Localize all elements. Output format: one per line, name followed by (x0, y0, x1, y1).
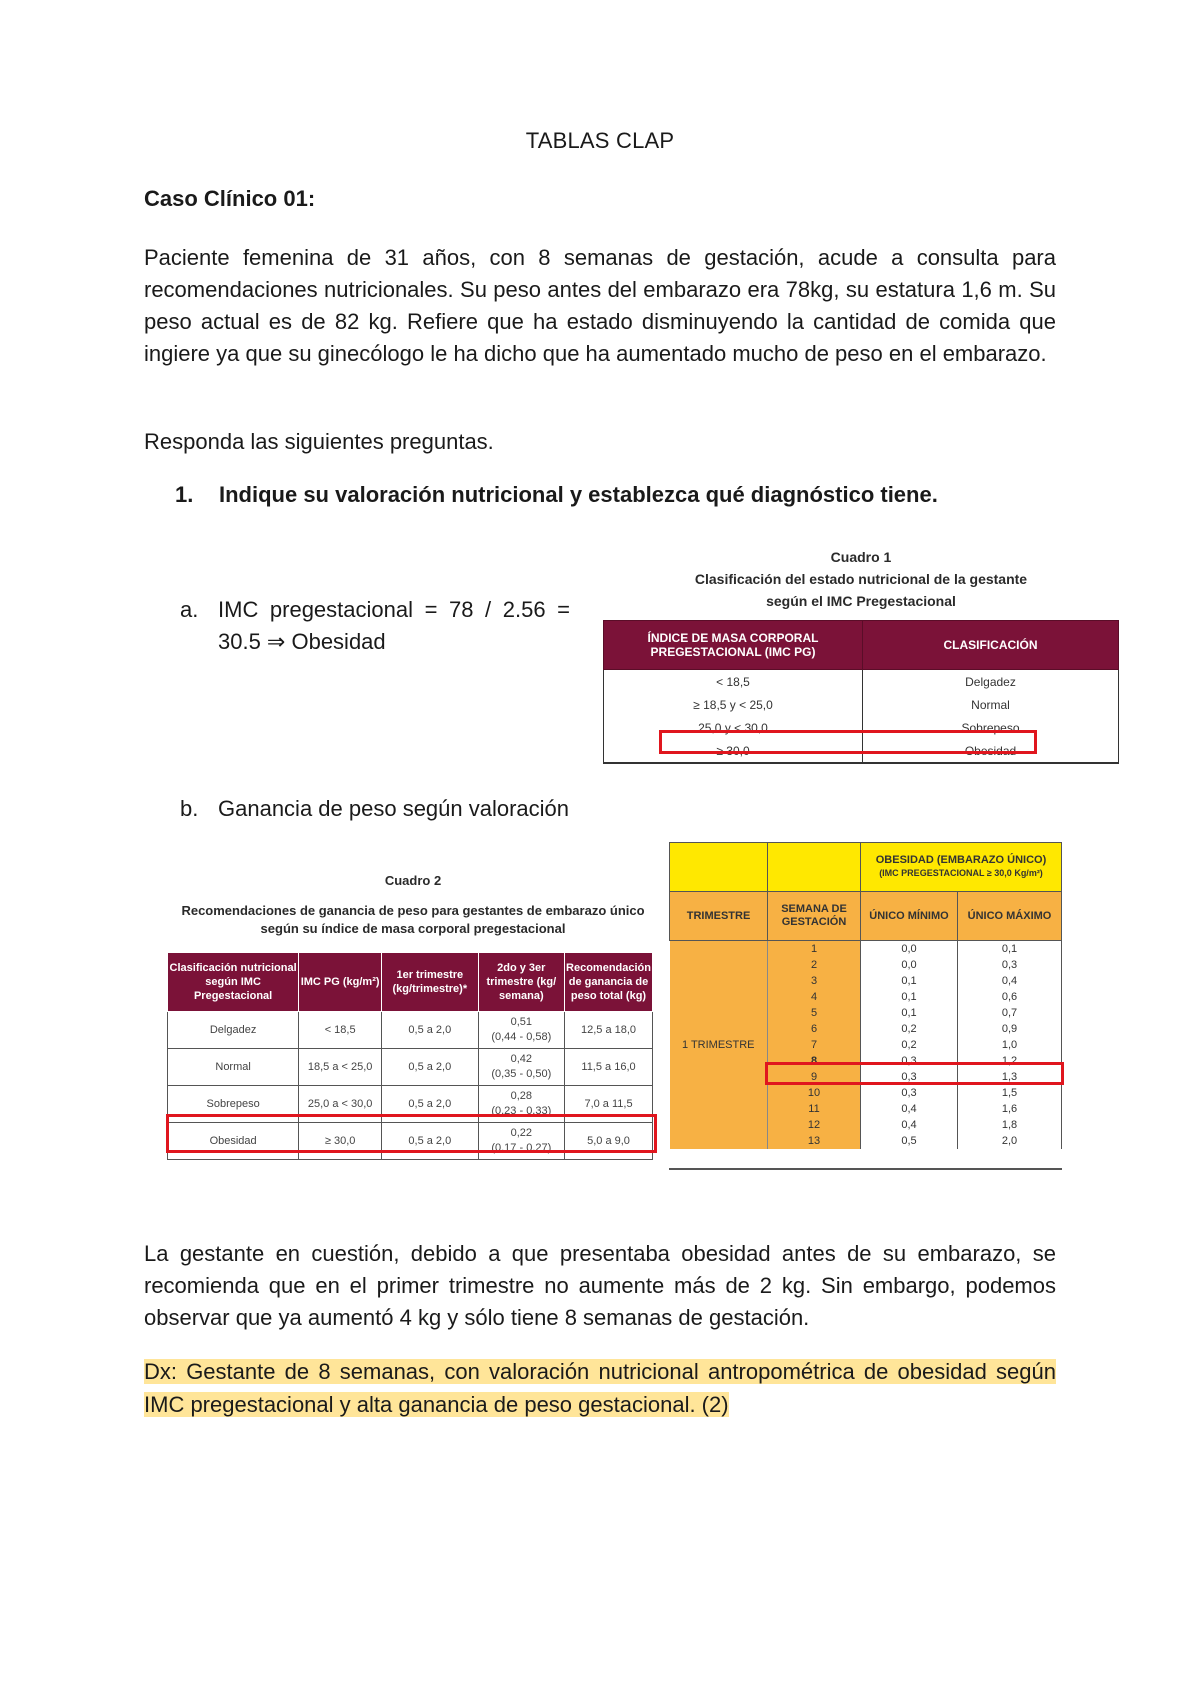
diagnosis (144, 1355, 1056, 1421)
obesidad-group-subtitle: (IMC PREGESTACIONAL ≥ 30,0 Kg/m²) (879, 868, 1043, 878)
table-cell: Delgadez (168, 1012, 299, 1049)
cuadro-2-header: 2do y 3er trimestre (kg/ semana) (478, 953, 564, 1012)
item-a-text: IMC pregestacional = 78 / 2.56 = 30.5 ⇒ Obesidad (218, 597, 570, 654)
min-cell: 0,3 (861, 1069, 958, 1085)
cell-range: (0,23 - 0,33) (491, 1105, 552, 1117)
table-cell: 7,0 a 11,5 (565, 1086, 653, 1123)
table-cell: ≥ 30,0 (604, 739, 863, 763)
max-cell: 1,2 (958, 1053, 1062, 1069)
item-b (180, 796, 569, 822)
cuadro-2-header: 1er trimestre (kg/trimestre)* (382, 953, 479, 1012)
cuadro-1-caption (603, 546, 1119, 612)
table-row (604, 670, 1119, 694)
max-cell: 1,0 (958, 1037, 1062, 1053)
header-trimestre: TRIMESTRE (670, 892, 768, 941)
table-row (670, 941, 1062, 958)
max-cell: 1,6 (958, 1101, 1062, 1117)
week-cell: 10 (768, 1085, 861, 1101)
header-maximo: ÚNICO MÁXIMO (958, 892, 1062, 941)
max-cell: 0,7 (958, 1005, 1062, 1021)
diagnosis-text: Dx: Gestante de 8 semanas, con valoración nutricional antropométrica de obesidad según IMC pregestacional y alta ganancia de peso gestacional. (2) (144, 1359, 1056, 1417)
item-b-letter: b. (180, 796, 199, 821)
table-cell: Obesidad (168, 1123, 299, 1160)
question-1-number: 1. (175, 482, 194, 507)
header-semana: SEMANA DE GESTACIÓN (768, 892, 861, 941)
cuadro-2-header: Recomendación de ganancia de peso total (kg) (565, 953, 653, 1012)
cuadro-2-header: Clasificación nutricional según IMC Pregestacional (168, 953, 299, 1012)
table-cell: 0,5 a 2,0 (382, 1049, 479, 1086)
empty-header (670, 843, 768, 892)
table-cell: 0,5 a 2,0 (382, 1086, 479, 1123)
max-cell: 1,8 (958, 1117, 1062, 1133)
week-8-highlight-box (765, 1062, 1064, 1085)
cuadro-2-header: IMC PG (kg/m²) (299, 953, 382, 1012)
week-cell: 12 (768, 1117, 861, 1133)
document-title: TABLAS CLAP (525, 128, 675, 153)
max-cell: 0,4 (958, 973, 1062, 989)
cuadro-1 (603, 546, 1119, 758)
week-cell: 4 (768, 989, 861, 1005)
case-description: Paciente femenina de 31 años, con 8 semanas de gestación, acude a consulta para recomendaciones nutricionales. Su peso antes del embarazo era 78kg, su estatura 1,6 m. Su peso actual es de 82 kg. Refiere que ha estado disminuyendo la cantidad de comida que ingiere ya que su ginecólogo le ha dicho que ha aumentado mucho de peso en el embarazo. (144, 245, 1056, 366)
table-cell: ≥ 30,0 (299, 1123, 382, 1160)
cell-range: (0,35 - 0,50) (491, 1068, 552, 1080)
table-cell: < 18,5 (299, 1012, 382, 1049)
max-cell: 2,0 (958, 1133, 1062, 1149)
week-cell: 3 (768, 973, 861, 989)
item-a-letter: a. (180, 597, 199, 622)
obesidad-group-header (861, 843, 1062, 892)
table-cell: 11,5 a 16,0 (565, 1049, 653, 1086)
cuadro-2-title: Recomendaciones de ganancia de peso para gestantes de embarazo único según su índice de masa corporal pregestacional (181, 903, 645, 936)
cuadro-1-header-imc: ÍNDICE DE MASA CORPORAL PREGESTACIONAL (IMC PG) (604, 621, 863, 670)
max-cell: 0,3 (958, 957, 1062, 973)
obesidad-weekly-table (669, 842, 1062, 1149)
trimester-label: 1 TRIMESTRE (670, 941, 768, 1150)
item-b-text: Ganancia de peso según valoración (218, 796, 570, 821)
cuadro-1-header-clasificacion: CLASIFICACIÓN (863, 621, 1119, 670)
week-cell: 1 (768, 941, 861, 958)
cell-value: 0,22 (510, 1127, 533, 1139)
table-cell: Sobrepeso (168, 1086, 299, 1123)
cuadro-1-label: Cuadro 1 (830, 549, 892, 565)
table-cell: < 18,5 (604, 670, 863, 694)
max-cell: 0,6 (958, 989, 1062, 1005)
cell-value: 0,51 (510, 1016, 533, 1028)
table-cell (478, 1049, 564, 1086)
week-cell: 6 (768, 1021, 861, 1037)
table-cell: 12,5 a 18,0 (565, 1012, 653, 1049)
min-cell: 0,0 (861, 941, 958, 958)
min-cell: 0,1 (861, 989, 958, 1005)
table-cell: 0,5 a 2,0 (382, 1012, 479, 1049)
min-cell: 0,1 (861, 1005, 958, 1021)
obesidad-highlight-box (659, 730, 1037, 754)
cell-value: 0,28 (510, 1090, 533, 1102)
max-cell: 1,3 (958, 1069, 1062, 1085)
header-minimo: ÚNICO MÍNIMO (861, 892, 958, 941)
max-cell: 0,9 (958, 1021, 1062, 1037)
table-cell: Normal (168, 1049, 299, 1086)
cell-range: (0,44 - 0,58) (491, 1031, 552, 1043)
obesidad-weekly-table-container (669, 842, 1062, 1149)
min-cell: 0,3 (861, 1085, 958, 1101)
table-bottom-border (669, 1168, 1062, 1170)
min-cell: 0,1 (861, 973, 958, 989)
table-cell: 25,0 y < 30,0 (604, 716, 863, 739)
question-1-text: Indique su valoración nutricional y establezca qué diagnóstico tiene. (219, 482, 938, 507)
cell-value: 0,42 (510, 1053, 533, 1065)
table-cell: 18,5 a < 25,0 (299, 1049, 382, 1086)
min-cell: 0,4 (861, 1117, 958, 1133)
cell-range: (0,17 - 0,27) (491, 1142, 552, 1154)
week-cell: 13 (768, 1133, 861, 1149)
table-cell: 0,5 a 2,0 (382, 1123, 479, 1160)
table-cell: Normal (863, 693, 1119, 716)
max-cell: 1,5 (958, 1085, 1062, 1101)
table-row (168, 1049, 653, 1086)
cuadro-1-title-line1: Clasificación del estado nutricional de la gestante (694, 571, 1028, 587)
min-cell: 0,4 (861, 1101, 958, 1117)
min-cell: 0,2 (861, 1021, 958, 1037)
min-cell: 0,3 (861, 1053, 958, 1069)
conclusion-text: La gestante en cuestión, debido a que presentaba obesidad antes de su embarazo, se recomienda que en el primer trimestre no aumente más de 2 kg. Sin embargo, podemos observar que ya aumentó 4 kg y sólo tiene 8 semanas de gestación. (144, 1241, 1056, 1330)
table-row (604, 693, 1119, 716)
week-cell: 11 (768, 1101, 861, 1117)
cuadro-2-label: Cuadro 2 (384, 873, 442, 888)
week-cell: 2 (768, 957, 861, 973)
max-cell: 0,1 (958, 941, 1062, 958)
instruction-text: Responda las siguientes preguntas. (144, 429, 494, 454)
week-cell: 5 (768, 1005, 861, 1021)
obesidad-group-title: OBESIDAD (EMBARAZO ÚNICO) (875, 854, 1047, 866)
case-title: Caso Clínico 01: (144, 186, 316, 211)
table-row (168, 1012, 653, 1049)
table-cell: Sobrepeso (863, 716, 1119, 739)
week-cell: 9 (768, 1069, 861, 1085)
table-cell: ≥ 18,5 y < 25,0 (604, 693, 863, 716)
min-cell: 0,2 (861, 1037, 958, 1053)
cuadro-2-caption (165, 872, 661, 938)
cuadro-1-title-line2: según el IMC Pregestacional (766, 593, 956, 609)
table-cell: Delgadez (863, 670, 1119, 694)
table-cell: 25,0 a < 30,0 (299, 1086, 382, 1123)
empty-header (768, 843, 861, 892)
table-cell: Obesidad (863, 739, 1119, 763)
week-cell: 7 (768, 1037, 861, 1053)
table-cell: 5,0 a 9,0 (565, 1123, 653, 1160)
table-cell (478, 1012, 564, 1049)
week-cell: 8 (768, 1053, 861, 1069)
min-cell: 0,0 (861, 957, 958, 973)
min-cell: 0,5 (861, 1133, 958, 1149)
question-1 (175, 482, 938, 508)
obesidad-row-highlight-box (166, 1114, 657, 1153)
